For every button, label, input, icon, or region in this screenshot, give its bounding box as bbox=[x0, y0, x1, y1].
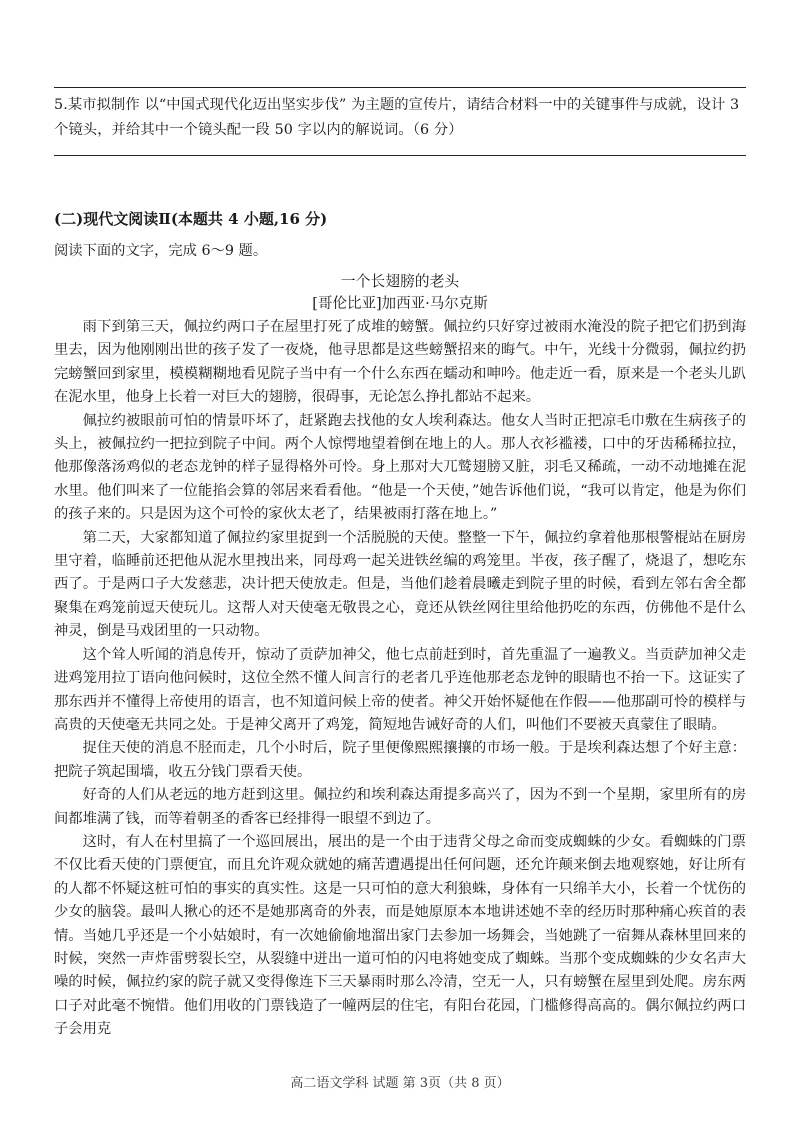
story-title: 一个长翅膀的老头 bbox=[340, 273, 460, 290]
question-5-text: 5.某市拟制作 以“中国式现代化迈出坚实步伐” 为主题的宣传片，请结合材料一中的关键事件与成就，设计 3 个镜头，并给其中一个镜头配一段 50 字以内的解说词。（6 分） bbox=[54, 97, 740, 138]
story-body bbox=[54, 316, 746, 1042]
story-paragraph: 好奇的人们从老远的地方赶到这里。佩拉约和埃利森达甭提多高兴了，因为不到一个星期，家里所有的房间都堆满了钱，而等着朝圣的香客已经排得一眼望不到边了。 bbox=[54, 787, 746, 827]
story-paragraph: 佩拉约被眼前可怕的情景吓坏了，赶紧跑去找他的女人埃利森达。他女人当时正把凉毛巾敷在生病孩子的头上，被佩拉约一把拉到院子中间。两个人惊愕地望着倒在地上的人。那人衣衫褴褛，口中的牙齿稀稀拉拉，他那像落汤鸡似的老态龙钟的样子显得格外可怜。身上那对大兀鹫翅膀又脏，羽毛又稀疏，一动不动地摊在泥水里。他们叫来了一位能掐会算的邻居来看看他。“他是一个天使，”她告诉他们说，“我可以肯定，他是为你们的孩子来的。只是因为这个可怜的家伙太老了，结果被雨打落在地上。” bbox=[54, 412, 746, 523]
section-title: (二)现代文阅读Ⅱ(本题共 4 小题,16 分) bbox=[54, 210, 328, 228]
story-paragraph: 捉住天使的消息不胫而走，几个小时后，院子里便像熙熙攘攘的市场一般。于是埃利森达想了个好主意：把院子筑起围墙，收五分钱门票看天使。 bbox=[54, 740, 746, 780]
answer-divider-line bbox=[54, 155, 746, 156]
story-paragraph: 这个耸人听闻的消息传开，惊动了贡萨加神父，他七点前赶到时，首先重温了一遍教义。当贡萨加神父走进鸡笼用拉丁语向他问候时，这位全然不懂人间言行的老者几乎连他那老态龙钟的眼睛也不抬一下。这证实了那东西并不懂得上帝使用的语言，也不知道问候上帝的使者。神父开始怀疑他在作假——他那副可怜的模样与高贵的天使毫无共同之处。于是神父离开了鸡笼，简短地告诫好奇的人们，叫他们不要被天真蒙住了眼睛。 bbox=[54, 646, 746, 733]
story-paragraph: 雨下到第三天，佩拉约两口子在屋里打死了成堆的螃蟹。佩拉约只好穿过被雨水淹没的院子把它们扔到海里去，因为他刚刚出世的孩子发了一夜烧，他寻思都是这些螃蟹招来的晦气。中午，光线十分微弱，佩拉约扔完螃蟹回到家里，模模糊糊地看见院子当中有一个什么东西在蠕动和呻吟。他走近一看，原来是一个老头儿趴在泥水里，他身上长着一对巨大的翅膀，很碍事，无论怎么挣扎都站不起来。 bbox=[54, 319, 746, 406]
story-author: [哥伦比亚]加西亚·马尔克斯 bbox=[312, 296, 488, 312]
page-footer: 高二语文学科 试题 第 3页（共 8 页） bbox=[290, 1076, 510, 1091]
reading-instruction: 阅读下面的文字，完成 6～9 题。 bbox=[54, 243, 268, 259]
story-paragraph: 这时，有人在村里搞了一个巡回展出，展出的是一个由于违背父母之命而变成蜘蛛的少女。看蜘蛛的门票不仅比看天使的门票便宜，而且允许观众就她的痛苦遭遇提出任何问题，还允许颠来倒去地观察她，好让所有的人都不怀疑这桩可怕的事实的真实性。这是一只可怕的意大利狼蛛，身体有一只绵羊大小，长着一个忧伤的少女的脑袋。最叫人揪心的还不是她那离奇的外表，而是她原原本本地讲述她不幸的经历时那种痛心疾首的表情。当她几乎还是一个小姑娘时，有一次她偷偷地溜出家门去参加一场舞会，当她跳了一宿舞从森林里回来的时候，突然一声炸雷劈裂长空，从裂缝中迸出一道可怕的闪电将她变成了蜘蛛。当那个变成蜘蛛的少女名声大噪的时候，佩拉约家的院子就又变得像连下三天暴雨时那么冷清，空无一人，只有螃蟹在屋里到处爬。房东两口子对此毫不惋惜。他们用收的门票钱造了一幢两层的住宅，有阳台花园，门槛修得高高的。偶尔佩拉约两口子会用克 bbox=[54, 833, 746, 1038]
story-paragraph: 第二天，大家都知道了佩拉约家里捉到一个活脱脱的天使。整整一下午，佩拉约拿着他那根警棍站在厨房里守着，临睡前还把他从泥水里拽出来，同母鸡一起关进铁丝编的鸡笼里。半夜，孩子醒了，烧退了，想吃东西了。于是两口子大发慈悲，决计把天使放走。但是，当他们趁着晨曦走到院子里的时候，看到左邻右舍全都聚集在鸡笼前逗天使玩儿。这帮人对天使毫无敬畏之心，竟还从铁丝网往里给他扔吃的东西，仿佛他不是什么神灵，倒是马戏团里的一只动物。 bbox=[54, 529, 746, 640]
top-divider-line bbox=[54, 87, 746, 88]
